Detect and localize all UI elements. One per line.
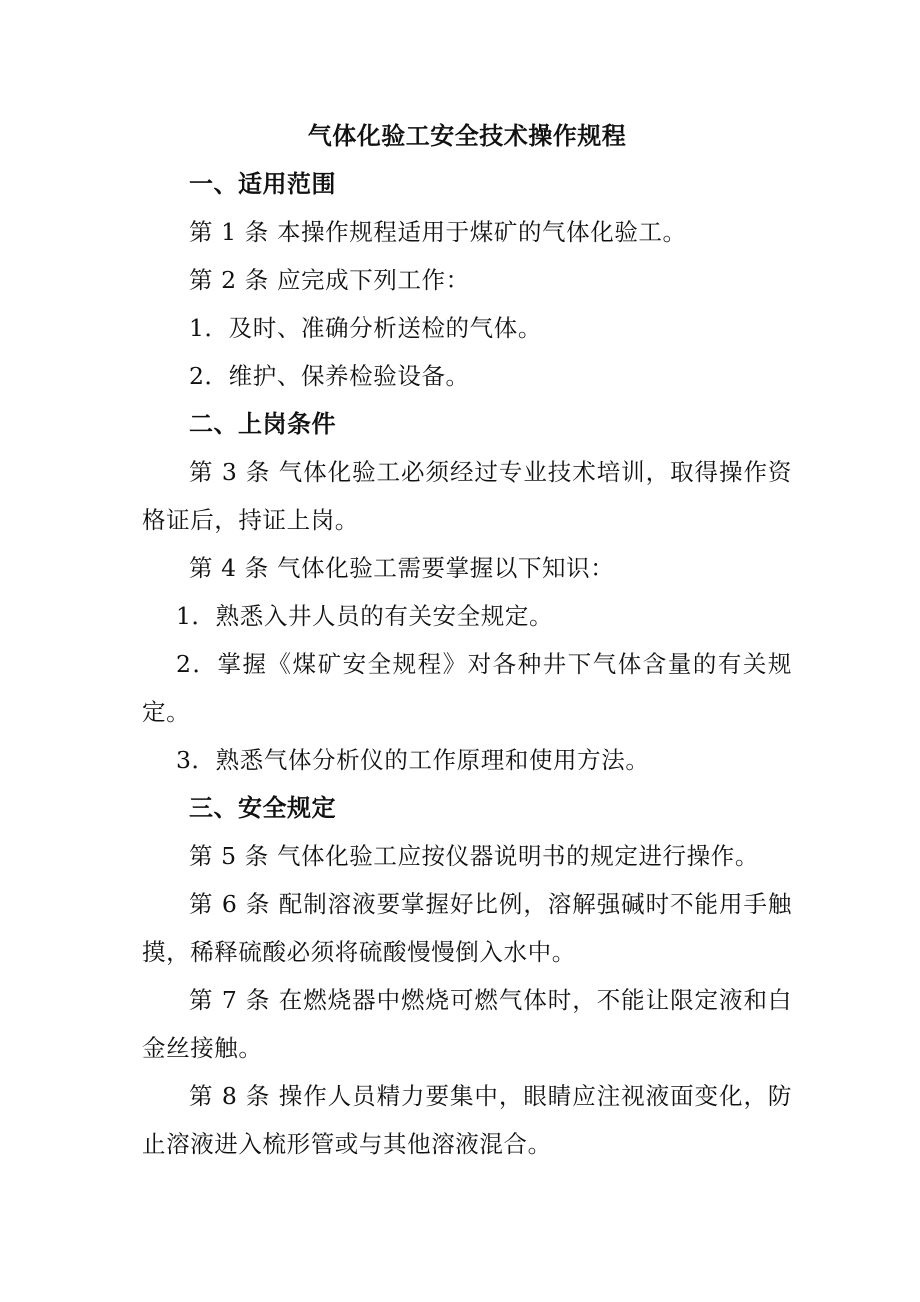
article-6: 第 6 条 配制溶液要掌握好比例，溶解强碱时不能用手触摸，稀释硫酸必须将硫酸慢慢倒入水中。	[142, 890, 792, 966]
list-item: 1．及时、准确分析送检的气体。	[189, 314, 542, 342]
article-1: 第 1 条 本操作规程适用于煤矿的气体化验工。	[189, 218, 687, 246]
list-item: 1．熟悉入井人员的有关安全规定。	[176, 602, 554, 630]
article-8: 第 8 条 操作人员精力要集中，眼睛应注视液面变化，防止溶液进入梳形管或与其他溶液混合。	[142, 1082, 792, 1158]
document-body	[142, 112, 792, 1168]
section-heading-safety-rules: 三、安全规定	[189, 793, 336, 822]
section-heading-qualifications: 二、上岗条件	[189, 409, 336, 438]
article-7: 第 7 条 在燃烧器中燃烧可燃气体时，不能让限定液和白金丝接触。	[142, 986, 792, 1062]
article-2: 第 2 条 应完成下列工作：	[189, 266, 470, 294]
article-4: 第 4 条 气体化验工需要掌握以下知识：	[189, 554, 615, 582]
section-heading-scope: 一、适用范围	[189, 169, 336, 198]
article-5: 第 5 条 气体化验工应按仪器说明书的规定进行操作。	[189, 842, 759, 870]
list-item: 3．熟悉气体分析仪的工作原理和使用方法。	[176, 746, 650, 774]
list-item: 2．掌握《煤矿安全规程》对各种井下气体含量的有关规定。	[142, 650, 792, 726]
article-3: 第 3 条 气体化验工必须经过专业技术培训，取得操作资格证后，持证上岗。	[142, 458, 792, 534]
document-title: 气体化验工安全技术操作规程	[307, 121, 627, 150]
list-item: 2．维护、保养检验设备。	[189, 362, 470, 390]
